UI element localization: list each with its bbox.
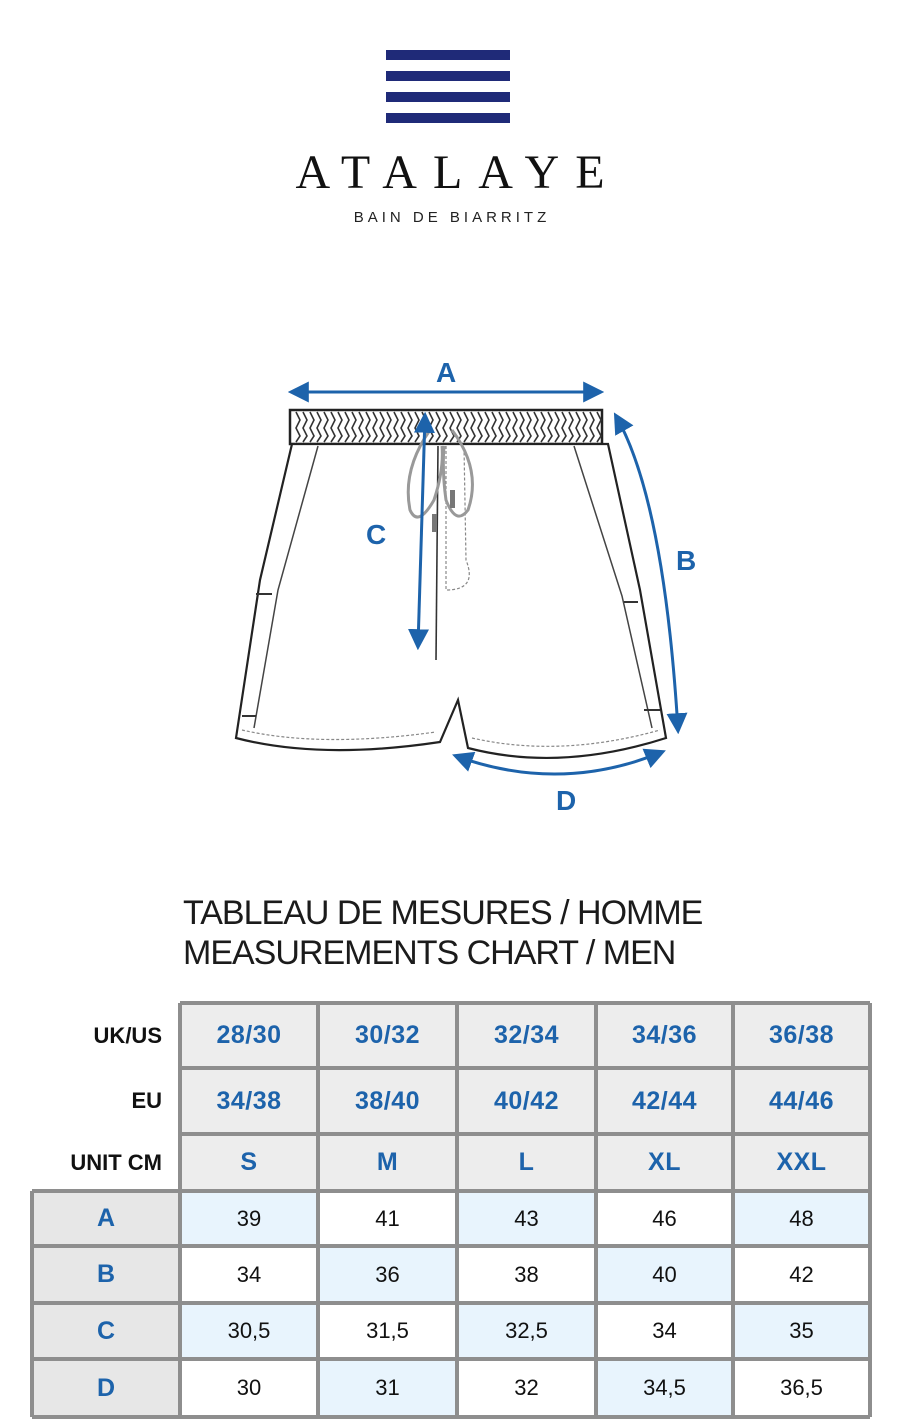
header-cell: 34/38 — [180, 1068, 318, 1134]
table-grid-line — [32, 1244, 870, 1248]
header-cell: S — [180, 1134, 318, 1191]
label-a: A — [436, 357, 457, 388]
measure-value-cell: 42 — [733, 1246, 870, 1303]
measure-value-cell: 41 — [318, 1191, 457, 1246]
measure-value-cell: 43 — [457, 1191, 596, 1246]
measure-value-cell: 38 — [457, 1246, 596, 1303]
measure-value-cell: 32 — [457, 1359, 596, 1417]
brand-name: ATALAYE — [295, 146, 621, 199]
chart-title-fr: TABLEAU DE MESURES / HOMME — [183, 894, 703, 932]
measure-value-cell: 35 — [733, 1303, 870, 1359]
measure-value-cell: 36 — [318, 1246, 457, 1303]
header-cell: 30/32 — [318, 1003, 457, 1068]
measure-row-label: D — [32, 1359, 180, 1417]
measure-value-cell: 34,5 — [596, 1359, 733, 1417]
measure-value-cell: 31,5 — [318, 1303, 457, 1359]
header-cell: 34/36 — [596, 1003, 733, 1068]
header-row-label: EU — [131, 1088, 162, 1113]
brand-flag-logo — [386, 50, 510, 124]
header-cell: 44/46 — [733, 1068, 870, 1134]
table-grid-line — [180, 1066, 870, 1070]
measure-row-label: C — [32, 1303, 180, 1359]
table-grid-line — [180, 1001, 870, 1005]
shorts-measurement-diagram — [220, 350, 700, 830]
header-row-label: UK/US — [93, 1022, 162, 1048]
measure-value-cell: 32,5 — [457, 1303, 596, 1359]
measure-value-cell: 48 — [733, 1191, 870, 1246]
header-cell: M — [318, 1134, 457, 1191]
measure-value-cell: 31 — [318, 1359, 457, 1417]
measure-value-cell: 30 — [180, 1359, 318, 1417]
table-grid-line — [32, 1301, 870, 1305]
table-grid-line — [180, 1132, 870, 1136]
label-d: D — [556, 785, 577, 816]
chart-title — [183, 893, 702, 973]
measure-value-cell: 34 — [596, 1303, 733, 1359]
header-cell: XXL — [733, 1134, 870, 1191]
size-table — [0, 1003, 900, 1423]
measure-row-label: A — [32, 1191, 180, 1246]
header-cell: 28/30 — [180, 1003, 318, 1068]
chart-title-en: MEASUREMENTS CHART / MEN — [183, 934, 676, 972]
header-cell: 32/34 — [457, 1003, 596, 1068]
measure-value-cell: 40 — [596, 1246, 733, 1303]
table-grid-line — [32, 1357, 870, 1361]
label-c: C — [366, 519, 387, 550]
measure-value-cell: 30,5 — [180, 1303, 318, 1359]
header-cell: 40/42 — [457, 1068, 596, 1134]
header-cell: L — [457, 1134, 596, 1191]
shorts-drawing — [220, 350, 700, 830]
waistband — [290, 410, 602, 444]
measure-value-cell: 36,5 — [733, 1359, 870, 1417]
brand-tagline: BAIN DE BIARRITZ — [353, 209, 551, 226]
measure-value-cell: 34 — [180, 1246, 318, 1303]
table-grid-line — [32, 1189, 870, 1193]
measure-value-cell: 46 — [596, 1191, 733, 1246]
table-grid-line — [32, 1415, 870, 1419]
header-cell: 36/38 — [733, 1003, 870, 1068]
header-cell: 38/40 — [318, 1068, 457, 1134]
table-grid-line — [30, 1191, 34, 1417]
measure-row-label: B — [32, 1246, 180, 1303]
label-b: B — [676, 545, 697, 576]
header-cell: 42/44 — [596, 1068, 733, 1134]
header-cell: XL — [596, 1134, 733, 1191]
measure-value-cell: 39 — [180, 1191, 318, 1246]
header-row-label: UNIT CM — [70, 1149, 162, 1175]
